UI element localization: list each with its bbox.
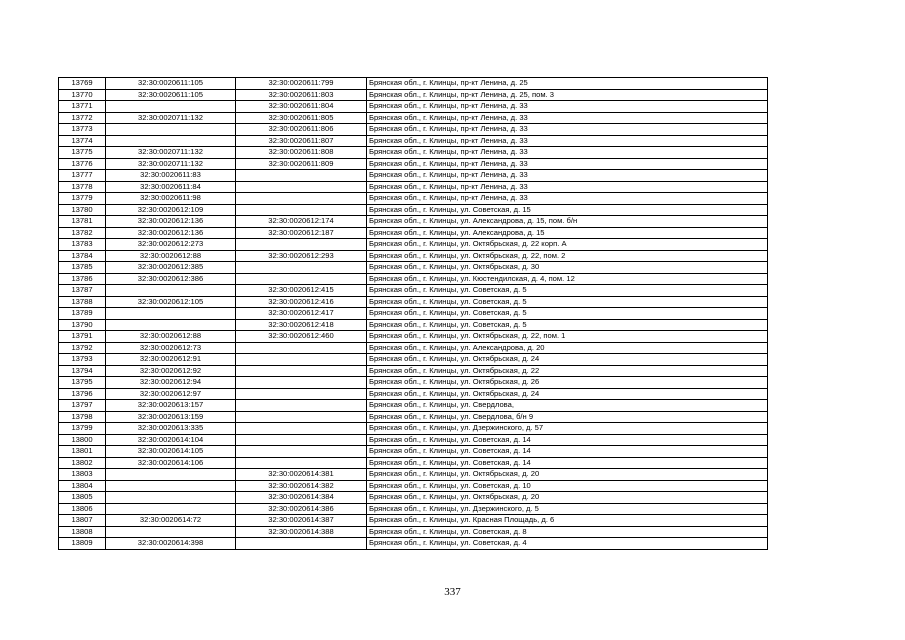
address-cell: Брянская обл., г. Клинцы, ул. Дзержинского, д. 57 <box>367 423 768 435</box>
cadastral-block-cell: 32:30:0020611:105 <box>106 78 236 90</box>
page-number: 337 <box>444 586 461 598</box>
cadastral-block-cell: 32:30:0020612:73 <box>106 342 236 354</box>
table-row <box>59 147 768 159</box>
row-number-cell: 13782 <box>59 227 106 239</box>
table-row <box>59 319 768 331</box>
address-cell: Брянская обл., г. Клинцы, ул. Октябрьская, д. 22 <box>367 365 768 377</box>
row-number-cell: 13794 <box>59 365 106 377</box>
address-cell: Брянская обл., г. Клинцы, ул. Александрова, д. 15, пом. б/н <box>367 216 768 228</box>
table-row <box>59 526 768 538</box>
cadastral-number-cell <box>236 457 367 469</box>
address-cell: Брянская обл., г. Клинцы, ул. Советская, д. 5 <box>367 319 768 331</box>
address-cell: Брянская обл., г. Клинцы, пр-кт Ленина, д. 33 <box>367 112 768 124</box>
table-row <box>59 262 768 274</box>
cadastral-block-cell <box>106 124 236 136</box>
address-cell: Брянская обл., г. Клинцы, ул. Советская, д. 14 <box>367 457 768 469</box>
cadastral-number-cell <box>236 354 367 366</box>
table-row <box>59 181 768 193</box>
table-row <box>59 296 768 308</box>
row-number-cell: 13773 <box>59 124 106 136</box>
cadastral-number-cell: 32:30:0020611:803 <box>236 89 367 101</box>
cadastral-number-cell: 32:30:0020611:799 <box>236 78 367 90</box>
table-row <box>59 124 768 136</box>
cadastral-number-cell <box>236 181 367 193</box>
cadastral-number-cell <box>236 400 367 412</box>
address-cell: Брянская обл., г. Клинцы, ул. Октябрьская, д. 30 <box>367 262 768 274</box>
address-cell: Брянская обл., г. Клинцы, ул. Октябрьская, д. 22 корп. А <box>367 239 768 251</box>
cadastral-block-cell: 32:30:0020614:104 <box>106 434 236 446</box>
cadastral-number-cell <box>236 538 367 550</box>
address-cell: Брянская обл., г. Клинцы, пр-кт Ленина, д. 33 <box>367 158 768 170</box>
row-number-cell: 13780 <box>59 204 106 216</box>
row-number-cell: 13792 <box>59 342 106 354</box>
cadastral-number-cell: 32:30:0020611:804 <box>236 101 367 113</box>
address-cell: Брянская обл., г. Клинцы, ул. Октябрьская, д. 22, пом. 1 <box>367 331 768 343</box>
row-number-cell: 13776 <box>59 158 106 170</box>
row-number-cell: 13772 <box>59 112 106 124</box>
cadastral-block-cell: 32:30:0020612:88 <box>106 331 236 343</box>
cadastral-number-cell: 32:30:0020614:387 <box>236 515 367 527</box>
table-row <box>59 469 768 481</box>
cadastral-number-cell: 32:30:0020612:460 <box>236 331 367 343</box>
table-row <box>59 135 768 147</box>
table-row <box>59 342 768 354</box>
address-cell: Брянская обл., г. Клинцы, ул. Октябрьская, д. 22, пом. 2 <box>367 250 768 262</box>
cadastral-number-cell <box>236 411 367 423</box>
address-cell: Брянская обл., г. Клинцы, ул. Дзержинского, д. 5 <box>367 503 768 515</box>
cadastral-number-cell: 32:30:0020611:806 <box>236 124 367 136</box>
cadastral-number-cell: 32:30:0020612:418 <box>236 319 367 331</box>
cadastral-block-cell <box>106 135 236 147</box>
cadastral-block-cell: 32:30:0020611:84 <box>106 181 236 193</box>
cadastral-block-cell <box>106 308 236 320</box>
row-number-cell: 13807 <box>59 515 106 527</box>
address-cell: Брянская обл., г. Клинцы, ул. Советская, д. 4 <box>367 538 768 550</box>
cadastral-number-cell: 32:30:0020612:415 <box>236 285 367 297</box>
cadastral-number-cell: 32:30:0020614:386 <box>236 503 367 515</box>
cadastral-block-cell: 32:30:0020613:335 <box>106 423 236 435</box>
row-number-cell: 13797 <box>59 400 106 412</box>
cadastral-number-cell: 32:30:0020614:384 <box>236 492 367 504</box>
table-row <box>59 158 768 170</box>
cadastral-number-cell <box>236 365 367 377</box>
cadastral-number-cell: 32:30:0020612:174 <box>236 216 367 228</box>
table-row <box>59 170 768 182</box>
row-number-cell: 13770 <box>59 89 106 101</box>
table-row <box>59 538 768 550</box>
address-cell: Брянская обл., г. Клинцы, пр-кт Ленина, д. 25, пом. 3 <box>367 89 768 101</box>
table-row <box>59 250 768 262</box>
cadastral-number-cell <box>236 342 367 354</box>
table-row <box>59 89 768 101</box>
cadastral-number-cell: 32:30:0020614:382 <box>236 480 367 492</box>
cadastral-number-cell <box>236 170 367 182</box>
table-row <box>59 377 768 389</box>
table-row <box>59 308 768 320</box>
table-row <box>59 78 768 90</box>
cadastral-number-cell <box>236 423 367 435</box>
cadastral-number-cell <box>236 204 367 216</box>
table-body <box>59 78 768 550</box>
row-number-cell: 13795 <box>59 377 106 389</box>
address-cell: Брянская обл., г. Клинцы, ул. Советская, д. 5 <box>367 308 768 320</box>
cadastral-number-cell: 32:30:0020611:809 <box>236 158 367 170</box>
cadastral-number-cell: 32:30:0020614:381 <box>236 469 367 481</box>
table-row <box>59 388 768 400</box>
row-number-cell: 13808 <box>59 526 106 538</box>
address-cell: Брянская обл., г. Клинцы, пр-кт Ленина, д. 33 <box>367 135 768 147</box>
table-row <box>59 480 768 492</box>
address-cell: Брянская обл., г. Клинцы, ул. Октябрьская, д. 20 <box>367 469 768 481</box>
cadastral-number-cell: 32:30:0020612:417 <box>236 308 367 320</box>
address-cell: Брянская обл., г. Клинцы, ул. Советская, д. 15 <box>367 204 768 216</box>
cadastral-block-cell <box>106 469 236 481</box>
table-row <box>59 216 768 228</box>
cadastral-block-cell: 32:30:0020612:105 <box>106 296 236 308</box>
cadastral-block-cell <box>106 526 236 538</box>
cadastral-block-cell: 32:30:0020612:136 <box>106 227 236 239</box>
table-row <box>59 239 768 251</box>
cadastral-block-cell: 32:30:0020613:159 <box>106 411 236 423</box>
address-cell: Брянская обл., г. Клинцы, пр-кт Ленина, д. 33 <box>367 101 768 113</box>
cadastral-block-cell <box>106 480 236 492</box>
row-number-cell: 13787 <box>59 285 106 297</box>
address-cell: Брянская обл., г. Клинцы, ул. Октябрьская, д. 20 <box>367 492 768 504</box>
row-number-cell: 13793 <box>59 354 106 366</box>
row-number-cell: 13799 <box>59 423 106 435</box>
cadastral-number-cell <box>236 434 367 446</box>
cadastral-number-cell <box>236 193 367 205</box>
table-row <box>59 423 768 435</box>
table-row <box>59 227 768 239</box>
cadastral-block-cell <box>106 285 236 297</box>
table-row <box>59 354 768 366</box>
row-number-cell: 13790 <box>59 319 106 331</box>
row-number-cell: 13803 <box>59 469 106 481</box>
address-cell: Брянская обл., г. Клинцы, ул. Александрова, д. 15 <box>367 227 768 239</box>
cadastral-block-cell <box>106 101 236 113</box>
row-number-cell: 13798 <box>59 411 106 423</box>
row-number-cell: 13781 <box>59 216 106 228</box>
address-cell: Брянская обл., г. Клинцы, пр-кт Ленина, д. 25 <box>367 78 768 90</box>
cadastral-block-cell: 32:30:0020614:398 <box>106 538 236 550</box>
table-row <box>59 457 768 469</box>
row-number-cell: 13769 <box>59 78 106 90</box>
cadastral-number-cell: 32:30:0020611:807 <box>236 135 367 147</box>
cadastral-block-cell: 32:30:0020611:105 <box>106 89 236 101</box>
cadastral-number-cell: 32:30:0020612:416 <box>236 296 367 308</box>
row-number-cell: 13806 <box>59 503 106 515</box>
address-cell: Брянская обл., г. Клинцы, ул. Советская, д. 10 <box>367 480 768 492</box>
table-row <box>59 411 768 423</box>
table-row <box>59 492 768 504</box>
address-cell: Брянская обл., г. Клинцы, ул. Красная Площадь, д. 6 <box>367 515 768 527</box>
address-cell: Брянская обл., г. Клинцы, ул. Советская, д. 5 <box>367 285 768 297</box>
cadastral-block-cell: 32:30:0020612:385 <box>106 262 236 274</box>
address-cell: Брянская обл., г. Клинцы, ул. Октябрьская, д. 24 <box>367 388 768 400</box>
cadastral-block-cell: 32:30:0020614:105 <box>106 446 236 458</box>
cadastral-block-cell: 32:30:0020612:386 <box>106 273 236 285</box>
cadastral-number-cell <box>236 273 367 285</box>
row-number-cell: 13786 <box>59 273 106 285</box>
address-cell: Брянская обл., г. Клинцы, ул. Советская, д. 14 <box>367 434 768 446</box>
row-number-cell: 13804 <box>59 480 106 492</box>
cadastral-number-cell: 32:30:0020612:187 <box>236 227 367 239</box>
row-number-cell: 13778 <box>59 181 106 193</box>
row-number-cell: 13775 <box>59 147 106 159</box>
address-cell: Брянская обл., г. Клинцы, ул. Октябрьская, д. 26 <box>367 377 768 389</box>
address-cell: Брянская обл., г. Клинцы, пр-кт Ленина, д. 33 <box>367 170 768 182</box>
table-row <box>59 446 768 458</box>
table-row <box>59 365 768 377</box>
cadastral-block-cell: 32:30:0020614:72 <box>106 515 236 527</box>
cadastral-block-cell: 32:30:0020612:92 <box>106 365 236 377</box>
cadastral-block-cell: 32:30:0020612:136 <box>106 216 236 228</box>
row-number-cell: 13784 <box>59 250 106 262</box>
address-cell: Брянская обл., г. Клинцы, ул. Октябрьская, д. 24 <box>367 354 768 366</box>
cadastral-number-cell <box>236 446 367 458</box>
cadastral-block-cell: 32:30:0020612:88 <box>106 250 236 262</box>
address-cell: Брянская обл., г. Клинцы, ул. Свердлова, б/н 9 <box>367 411 768 423</box>
row-number-cell: 13802 <box>59 457 106 469</box>
cadastral-number-cell: 32:30:0020611:805 <box>236 112 367 124</box>
cadastral-block-cell: 32:30:0020614:106 <box>106 457 236 469</box>
address-cell: Брянская обл., г. Клинцы, ул. Кюстендилская, д. 4, пом. 12 <box>367 273 768 285</box>
row-number-cell: 13777 <box>59 170 106 182</box>
address-cell: Брянская обл., г. Клинцы, ул. Советская, д. 5 <box>367 296 768 308</box>
table-row <box>59 434 768 446</box>
address-cell: Брянская обл., г. Клинцы, пр-кт Ленина, д. 33 <box>367 181 768 193</box>
cadastral-block-cell: 32:30:0020612:94 <box>106 377 236 389</box>
table-row <box>59 331 768 343</box>
cadastral-block-cell: 32:30:0020613:157 <box>106 400 236 412</box>
table-row <box>59 503 768 515</box>
address-cell: Брянская обл., г. Клинцы, ул. Александрова, д. 20 <box>367 342 768 354</box>
address-cell: Брянская обл., г. Клинцы, ул. Советская, д. 8 <box>367 526 768 538</box>
cadastral-number-cell <box>236 262 367 274</box>
row-number-cell: 13783 <box>59 239 106 251</box>
table-row <box>59 101 768 113</box>
cadastral-number-cell: 32:30:0020614:388 <box>236 526 367 538</box>
row-number-cell: 13800 <box>59 434 106 446</box>
row-number-cell: 13791 <box>59 331 106 343</box>
cadastral-number-cell: 32:30:0020611:808 <box>236 147 367 159</box>
cadastral-number-cell <box>236 377 367 389</box>
cadastral-number-cell <box>236 388 367 400</box>
cadastral-block-cell: 32:30:0020612:109 <box>106 204 236 216</box>
data-table <box>58 77 768 550</box>
row-number-cell: 13796 <box>59 388 106 400</box>
cadastral-block-cell: 32:30:0020611:98 <box>106 193 236 205</box>
row-number-cell: 13805 <box>59 492 106 504</box>
table-row <box>59 273 768 285</box>
cadastral-number-cell: 32:30:0020612:293 <box>236 250 367 262</box>
cadastral-block-cell <box>106 492 236 504</box>
address-cell: Брянская обл., г. Клинцы, ул. Советская, д. 14 <box>367 446 768 458</box>
cadastral-block-cell: 32:30:0020612:91 <box>106 354 236 366</box>
address-cell: Брянская обл., г. Клинцы, ул. Свердлова, <box>367 400 768 412</box>
table-row <box>59 204 768 216</box>
cadastral-block-cell: 32:30:0020711:132 <box>106 147 236 159</box>
cadastral-block-cell <box>106 503 236 515</box>
cadastral-number-cell <box>236 239 367 251</box>
cadastral-block-cell: 32:30:0020711:132 <box>106 158 236 170</box>
row-number-cell: 13788 <box>59 296 106 308</box>
row-number-cell: 13779 <box>59 193 106 205</box>
row-number-cell: 13801 <box>59 446 106 458</box>
cadastral-block-cell: 32:30:0020711:132 <box>106 112 236 124</box>
cadastral-block-cell: 32:30:0020612:273 <box>106 239 236 251</box>
address-cell: Брянская обл., г. Клинцы, пр-кт Ленина, д. 33 <box>367 147 768 159</box>
row-number-cell: 13809 <box>59 538 106 550</box>
cadastral-block-cell: 32:30:0020612:97 <box>106 388 236 400</box>
row-number-cell: 13771 <box>59 101 106 113</box>
cadastral-block-cell <box>106 319 236 331</box>
table-row <box>59 515 768 527</box>
table-row <box>59 400 768 412</box>
cadastral-block-cell: 32:30:0020611:83 <box>106 170 236 182</box>
row-number-cell: 13785 <box>59 262 106 274</box>
row-number-cell: 13774 <box>59 135 106 147</box>
table-row <box>59 112 768 124</box>
address-cell: Брянская обл., г. Клинцы, пр-кт Ленина, д. 33 <box>367 124 768 136</box>
row-number-cell: 13789 <box>59 308 106 320</box>
table-row <box>59 193 768 205</box>
table-row <box>59 285 768 297</box>
address-cell: Брянская обл., г. Клинцы, пр-кт Ленина, д. 33 <box>367 193 768 205</box>
